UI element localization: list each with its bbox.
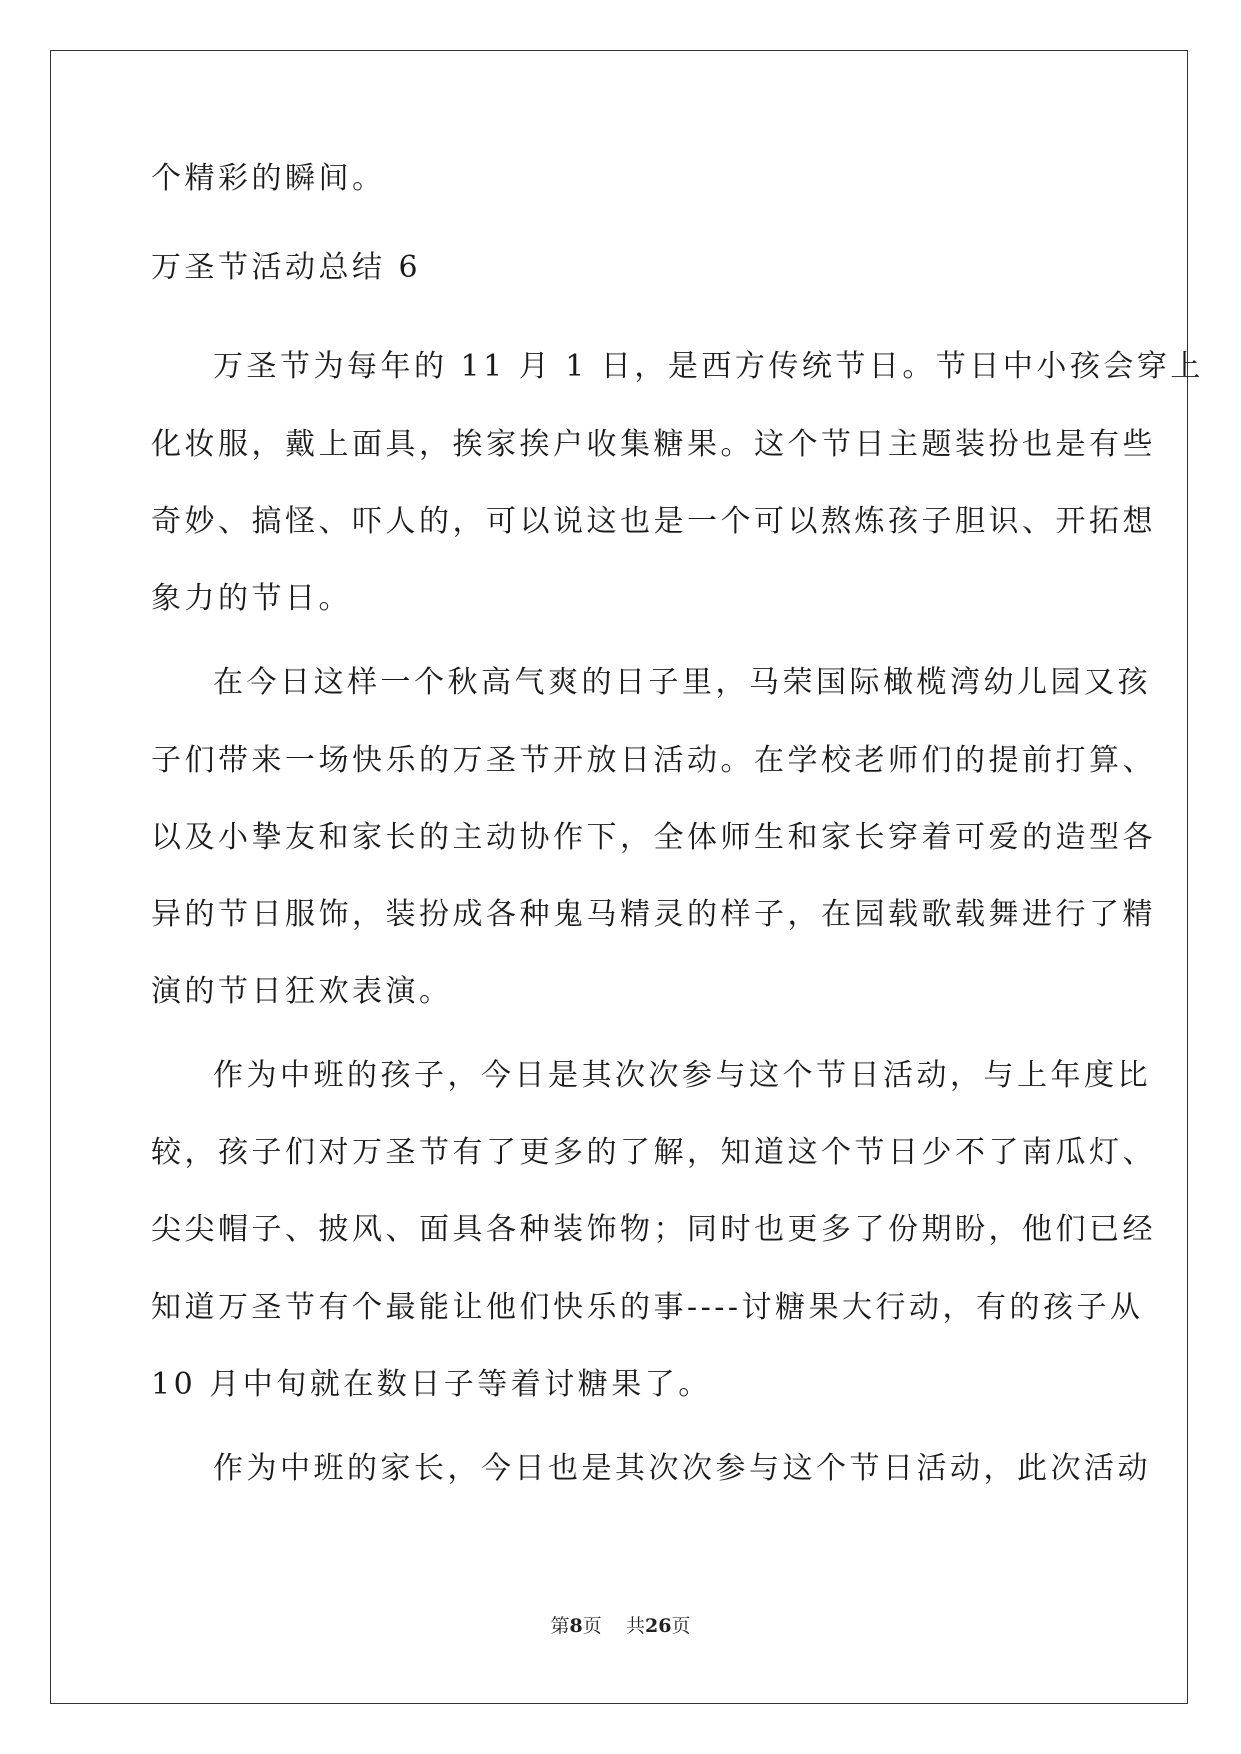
- text-line-16: 10 月中旬就在数日子等着讨糖果了。: [151, 1367, 712, 1402]
- text-line-5: 奇妙、搞怪、吓人的，可以说这也是一个可以熬炼孩子胆识、开拓想: [151, 504, 1156, 539]
- page-footer: [0, 1614, 1241, 1638]
- text-line-11: 演的节日狂欢表演。: [151, 974, 453, 1009]
- total-suffix: 页: [671, 1615, 691, 1637]
- text-line-3: 万圣节为每年的 11 月 1 日，是西方传统节日。节日中小孩会穿上: [213, 349, 1204, 384]
- text-line-7: 在今日这样一个秋高气爽的日子里，马荣国际橄榄湾幼儿园又孩: [213, 665, 1151, 700]
- text-line-6: 象力的节日。: [151, 581, 352, 616]
- text-line-1: 个精彩的瞬间。: [151, 161, 386, 196]
- page-suffix: 页: [582, 1615, 602, 1637]
- page-prefix: 第: [550, 1615, 570, 1637]
- total-prefix: 共: [625, 1615, 645, 1637]
- text-line-15: 知道万圣节有个最能让他们快乐的事----讨糖果大行动，有的孩子从: [151, 1290, 1144, 1325]
- text-line-9: 以及小挚友和家长的主动协作下，全体师生和家长穿着可爱的造型各: [151, 820, 1156, 855]
- text-line-10: 异的节日服饰，装扮成各种鬼马精灵的样子，在园载歌载舞进行了精: [151, 897, 1156, 932]
- section-heading: 万圣节活动总结 6: [151, 250, 422, 285]
- text-line-8: 子们带来一场快乐的万圣节开放日活动。在学校老师们的提前打算、: [151, 743, 1156, 778]
- page-number: 8: [569, 1615, 583, 1637]
- text-line-17: 作为中班的家长，今日也是其次次参与这个节日活动，此次活动: [213, 1451, 1151, 1486]
- text-line-13: 较，孩子们对万圣节有了更多的了解，知道这个节日少不了南瓜灯、: [151, 1135, 1156, 1170]
- text-line-14: 尖尖帽子、披风、面具各种装饰物；同时也更多了份期盼，他们已经: [151, 1212, 1156, 1247]
- text-line-12: 作为中班的孩子，今日是其次次参与这个节日活动，与上年度比: [213, 1058, 1151, 1093]
- text-line-4: 化妆服，戴上面具，挨家挨户收集糖果。这个节日主题装扮也是有些: [151, 427, 1156, 462]
- total-pages: 26: [644, 1615, 672, 1637]
